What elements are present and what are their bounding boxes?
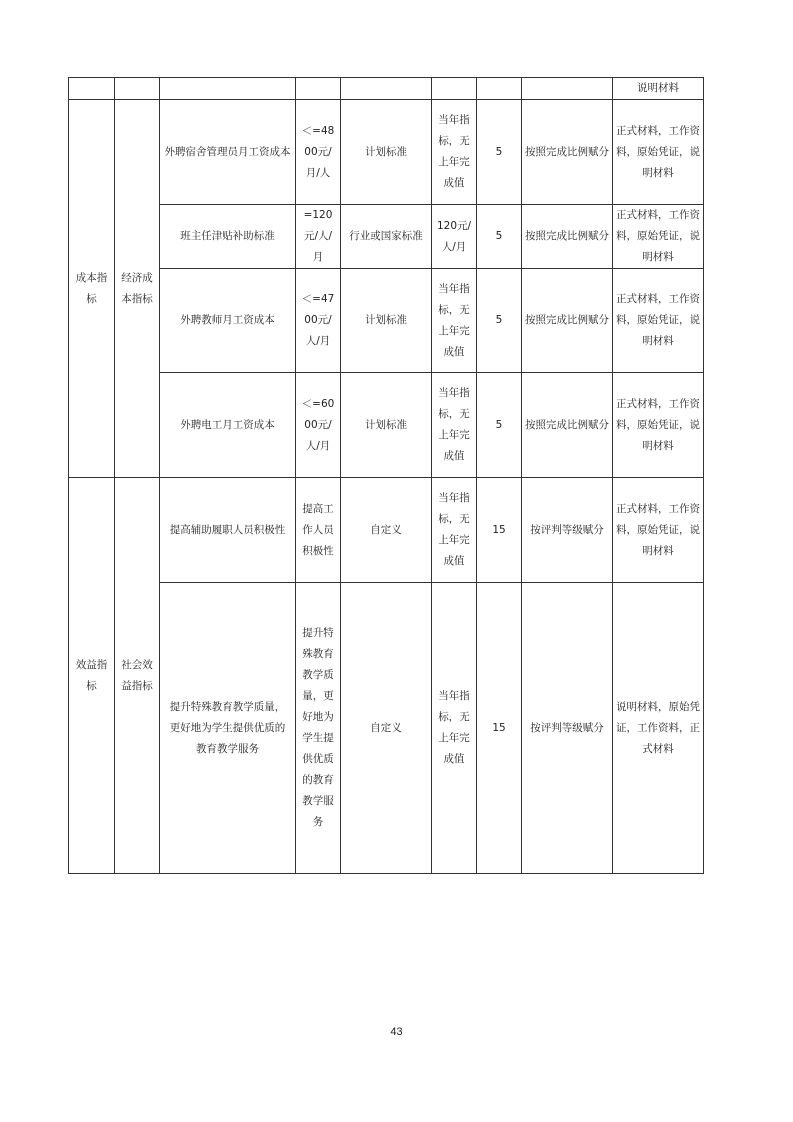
indicator-score: 5 (477, 205, 522, 269)
table-cell (522, 78, 613, 100)
indicator-name: 外聘宿舍管理员月工资成本 (160, 100, 296, 205)
evidence-material: 正式材料，工作资料，原始凭证，说明材料 (613, 478, 704, 583)
table-row (69, 78, 704, 100)
indicator-score: 15 (477, 478, 522, 583)
performance-indicator-table (68, 77, 704, 874)
level1-indicator: 成本指标 (69, 100, 115, 478)
indicator-score: 5 (477, 373, 522, 478)
table-cell (160, 78, 296, 100)
table-cell: 说明材料 (613, 78, 704, 100)
indicator-score: 5 (477, 269, 522, 373)
scoring-method: 按评判等级赋分 (522, 478, 613, 583)
indicator-plan: 120元/人/月 (432, 205, 477, 269)
table-row (69, 269, 704, 373)
level2-indicator: 经济成本指标 (115, 100, 160, 478)
scoring-method: 按照完成比例赋分 (522, 100, 613, 205)
evidence-material: 正式材料，工作资料，原始凭证，说明材料 (613, 373, 704, 478)
scoring-method: 按照完成比例赋分 (522, 269, 613, 373)
indicator-value: =120元/人/月 (296, 205, 341, 269)
indicator-plan: 当年指标，无上年完成值 (432, 269, 477, 373)
indicator-name: 提高辅助履职人员积极性 (160, 478, 296, 583)
indicator-value: ＜=6000元/人/月 (296, 373, 341, 478)
table-row (69, 583, 704, 874)
evidence-material: 说明材料，原始凭证，工作资料，正式材料 (613, 583, 704, 874)
scoring-method: 按评判等级赋分 (522, 583, 613, 874)
table-cell (296, 78, 341, 100)
indicator-plan: 当年指标，无上年完成值 (432, 583, 477, 874)
indicator-value: ＜=4700元/人/月 (296, 269, 341, 373)
indicator-value: 提高工作人员积极性 (296, 478, 341, 583)
table-row (69, 478, 704, 583)
level1-indicator: 效益指标 (69, 478, 115, 874)
indicator-name: 外聘教师月工资成本 (160, 269, 296, 373)
indicator-name: 班主任津贴补助标准 (160, 205, 296, 269)
scoring-method: 按照完成比例赋分 (522, 373, 613, 478)
table-cell (432, 78, 477, 100)
indicator-value: 提升特殊教育教学质量，更好地为学生提供优质的教育教学服务 (296, 583, 341, 874)
indicator-name: 提升特殊教育教学质量，更好地为学生提供优质的教育教学服务 (160, 583, 296, 874)
table-row (69, 205, 704, 269)
indicator-value: ＜=4800元/月/人 (296, 100, 341, 205)
indicator-score: 5 (477, 100, 522, 205)
level2-indicator: 社会效益指标 (115, 478, 160, 874)
table-cell (477, 78, 522, 100)
indicator-plan: 当年指标，无上年完成值 (432, 373, 477, 478)
evidence-material: 正式材料，工作资料，原始凭证，说明材料 (613, 100, 704, 205)
indicator-standard: 行业或国家标准 (341, 205, 432, 269)
table-row (69, 373, 704, 478)
page-number: 43 (390, 1026, 403, 1038)
table-cell (341, 78, 432, 100)
table-cell (69, 78, 115, 100)
evidence-material: 正式材料，工作资料，原始凭证，说明材料 (613, 269, 704, 373)
indicator-standard: 计划标准 (341, 100, 432, 205)
indicator-name: 外聘电工月工资成本 (160, 373, 296, 478)
indicator-plan: 当年指标，无上年完成值 (432, 478, 477, 583)
indicator-standard: 自定义 (341, 583, 432, 874)
indicator-standard: 计划标准 (341, 373, 432, 478)
table-cell (115, 78, 160, 100)
scoring-method: 按照完成比例赋分 (522, 205, 613, 269)
table-row (69, 100, 704, 205)
indicator-standard: 自定义 (341, 478, 432, 583)
indicator-plan: 当年指标，无上年完成值 (432, 100, 477, 205)
indicator-standard: 计划标准 (341, 269, 432, 373)
evidence-material: 正式材料，工作资料，原始凭证，说明材料 (613, 205, 704, 269)
indicator-score: 15 (477, 583, 522, 874)
